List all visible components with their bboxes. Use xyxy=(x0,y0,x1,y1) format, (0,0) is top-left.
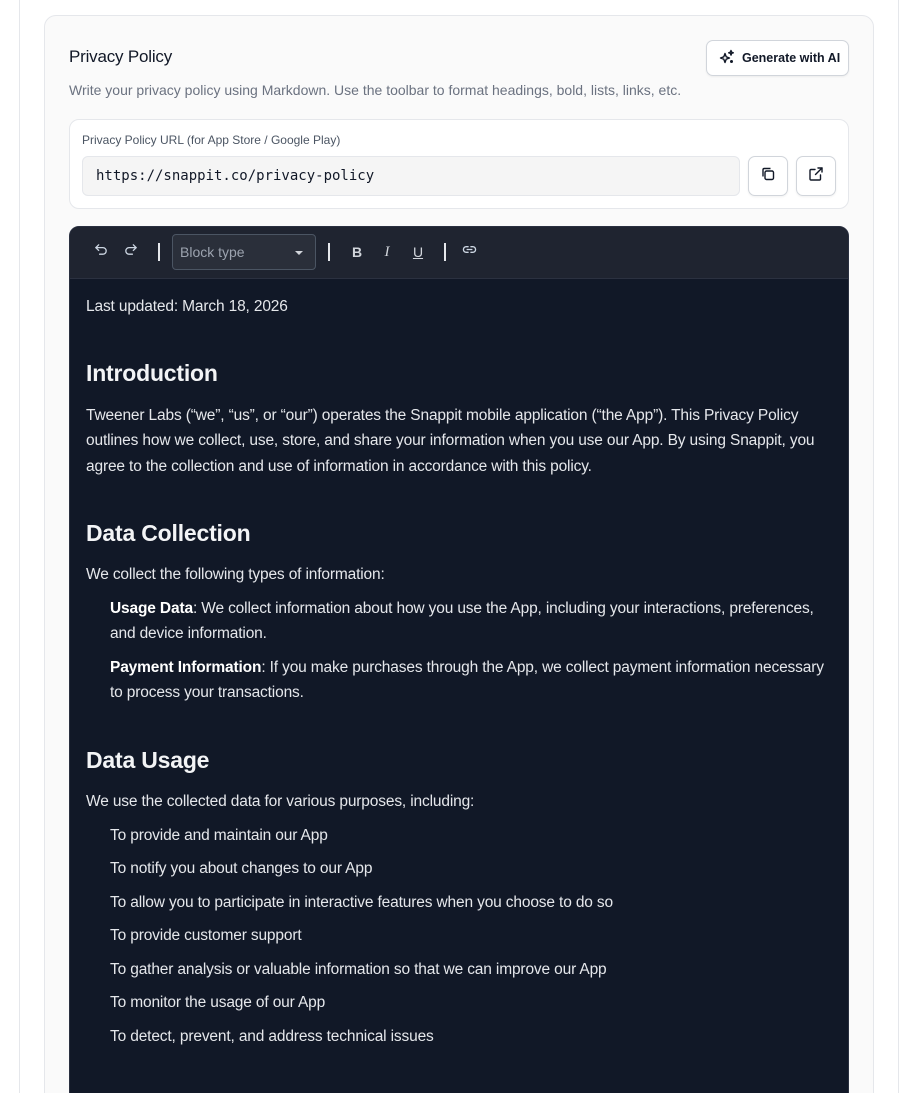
list-item-continuation: to process your transactions. xyxy=(110,684,304,701)
policy-url-field[interactable]: https://snappit.co/privacy-policy xyxy=(82,156,740,196)
list-item: To notify you about changes to our App xyxy=(110,860,373,877)
last-updated: Last updated: March 18, 2026 xyxy=(86,298,288,315)
usage-intro: We use the collected data for various purposes, including: xyxy=(86,793,475,810)
intro-paragraph-line: outlines how we collect, use, store, and share your information when you use our App. By using Snappit, you xyxy=(86,432,815,449)
list-item xyxy=(110,596,826,621)
toolbar-divider xyxy=(328,243,330,261)
list-item-text: : If you make purchases through the App, we collect payment information necessary xyxy=(261,659,824,676)
undo-button[interactable] xyxy=(89,240,113,264)
link-icon xyxy=(462,242,477,262)
intro-paragraph-line: Tweener Labs (“we”, “us”, or “our”) operates the Snappit mobile application (“the App”). This Privacy Policy xyxy=(86,407,799,424)
link-button[interactable] xyxy=(457,240,481,264)
bold-button[interactable]: B xyxy=(351,244,363,260)
generate-with-ai-button[interactable] xyxy=(706,40,849,76)
block-type-select[interactable] xyxy=(172,234,316,270)
redo-button[interactable] xyxy=(118,240,142,264)
list-item: To provide customer support xyxy=(110,927,302,944)
underline-button[interactable]: U xyxy=(412,244,424,260)
copy-url-button[interactable] xyxy=(748,156,788,196)
heading-data-collection: Data Collection xyxy=(86,520,251,546)
heading-introduction: Introduction xyxy=(86,360,218,386)
undo-icon xyxy=(94,242,109,262)
section-description: Write your privacy policy using Markdown. Use the toolbar to format headings, bold, lists, links, etc. xyxy=(69,82,682,98)
open-url-button[interactable] xyxy=(796,156,836,196)
list-item: To detect, prevent, and address technical issues xyxy=(110,1028,434,1045)
list-item: To allow you to participate in interactive features when you choose to do so xyxy=(110,894,613,911)
editor-toolbar xyxy=(70,227,849,279)
list-item: To monitor the usage of our App xyxy=(110,994,326,1011)
toolbar-divider xyxy=(444,243,446,261)
policy-url-label: Privacy Policy URL (for App Store / Google Play) xyxy=(82,133,341,147)
copy-icon xyxy=(760,166,776,187)
list-item: To gather analysis or valuable information so that we can improve our App xyxy=(110,961,607,978)
italic-button[interactable]: I xyxy=(384,243,390,260)
list-item-continuation: and device information. xyxy=(110,625,267,642)
heading-data-usage: Data Usage xyxy=(86,747,210,773)
block-type-placeholder: Block type xyxy=(180,244,245,260)
list-item-term: Payment Information xyxy=(110,659,262,676)
list-item-term: Usage Data xyxy=(110,600,193,617)
intro-paragraph-line: agree to the collection and use of information in accordance with this policy. xyxy=(86,458,592,475)
generate-button-label: Generate with AI xyxy=(742,51,841,65)
collection-intro: We collect the following types of information: xyxy=(86,566,385,583)
markdown-editor[interactable] xyxy=(69,226,849,1093)
chevron-down-icon xyxy=(295,251,303,255)
list-item xyxy=(110,655,826,680)
section-title: Privacy Policy xyxy=(69,47,173,66)
list-item-text: : We collect information about how you use the App, including your interactions, preferences, xyxy=(192,600,814,617)
toolbar-divider xyxy=(158,243,160,261)
sparkles-icon xyxy=(719,49,735,68)
external-link-icon xyxy=(808,166,824,187)
redo-icon xyxy=(123,242,138,262)
list-item: To provide and maintain our App xyxy=(110,827,328,844)
